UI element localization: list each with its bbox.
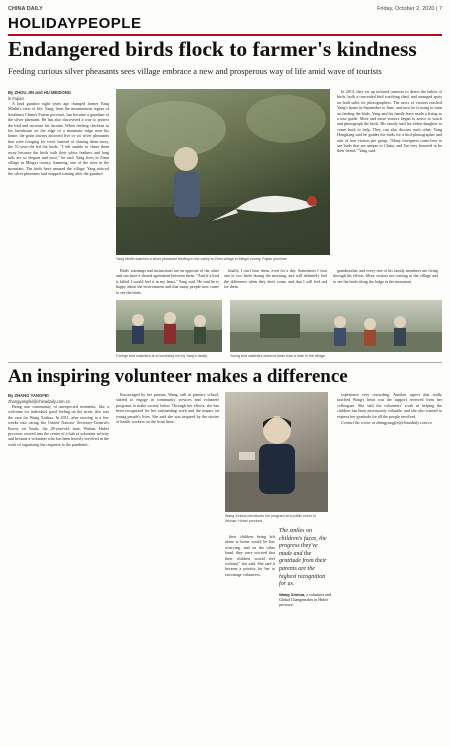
issue-date: Friday, October 2, 2020 | 7 [377, 6, 442, 12]
story1-column-right: In 2014, they set up infrared cameras to detect the habits of birds, built a concealed bird watching shed, and arranged spots on both sides for photographers. The news of visitors reached Yang's home in September to June, and now he is using to train on feeding the birds. Yang and his family have made a living as a tour guide. More and more visitors began to arrive to watch and photograph the birds. His family said his eldest daughter to come back to help. They can also discuss each other. Yang Hongliang said he guides the birds for a bird photographer and rule of four visitors per group. "Many foreigners come here to see birds that are unique to China, and I'm very honored to be their friend," Yang said. [337, 89, 442, 154]
story2-column-b: Encouraged by her parents, Wang, still in primary school, started to engage in community services and volunteer programs to make society better. Through her efforts, she has been recognized for her outstanding work and the impact on young people's lives. She said she was inspired by the stories of health workers on the front lines. [116, 392, 219, 425]
pull-quote [279, 528, 331, 607]
story-divider [8, 362, 442, 363]
story2-byline-email: zhangyangfei@chinadaily.com.cn [8, 399, 71, 404]
pheasant-photo-caption: Yang Minlin watches a silver pheasant feeding in the valley at Zimu village in Mingxi county, Fujian province. [116, 257, 288, 261]
volunteer-photo-caption: Wang Xinhua introduces her program at a public event in Wuhan, Hubei province. [225, 514, 316, 523]
story2-byline-names: By ZHANG YANGFEI [8, 393, 49, 398]
story1-column-d: grandmother and every one of his family members are living through his efforts. More visitors are coming to the village and to see the birds along the lodge in the mountain. [333, 268, 438, 284]
story2-column-c: their children being left alone at home would be less worrying, and on the other hand, they were worried that their children would feel isolated," she said. She said it became a priority for her to encourage volunteers. [225, 534, 275, 577]
volunteer-photo [225, 392, 328, 512]
page-number: 7 [438, 6, 442, 12]
story1-byline-place: in Fujian [8, 96, 24, 101]
pull-quote-attribution: Wang Xinhua, a volunteer and Global Changemaker in Hubei province [279, 591, 331, 607]
bird-watchers-caption: Foreign bird watchers at a homestay run by Yang's family. [116, 354, 208, 358]
pheasant-photo [116, 89, 330, 255]
bird-hide-caption: Young bird watchers observe birds from a hide in the village. [230, 354, 326, 358]
contact-line: Contact the writer at zhangyangfei@chinadaily.com.cn [341, 420, 432, 426]
story1-column-a: A loud gunshot eight years ago changed farmer Yang Minlin's view of life. Yang, from the mountainous region of Southeast China's Fujian province, has become a guardian of the silver pheasant. He has also discovered a way to protect the bird and increase his income. When feeding chickens in his farmhouse on the edge of a mountain ridge near his home, the grain always attracted five or six silver pheasants that were foraging for food. Instead of chasing them away, the 51-year-old fed the birds. "I felt unable to chase them away because the birds with their white feathers and long tails are so elegant and once," he said. Yang lives in Zimu village in Mingxi county, Sanming, one of the trees in the mountain. The birds have amazed the village. Yang noticed the silver pheasants had stopped coming after the gunshot. [8, 101, 109, 177]
bird-watchers-photo-illustration [116, 300, 222, 352]
pheasant-photo-illustration [116, 89, 330, 255]
pull-quote-text: The smiles on children's faces, the progress they've made and the gratitude from their parents are the highest recognition for us. [279, 528, 327, 588]
newspaper-name: CHINA DAILY [8, 6, 43, 12]
story1-column-b: Birds' warnings and instructions are an opposite of the other and can have a shared agreement between them. "And if a bird is killed I would feel it in my heart," Yang said. He said he is happy about the environment and that many people now come to see the birds. [116, 268, 219, 295]
section-header [8, 15, 442, 35]
story2-column-a: Being one community of unexpected moments, like a welcome for individual good feeling on the street, this was the case for Wang Xinhua. In 2011, after moving to a few weeks into caring the United Nations' Secretary-General's Envoy on Youth, the 28-year-old from Wuhan, Hubei province, moved into the center of a hub of volunteer activity and became a volunteer who has been heavily involved in the work of organizing the response to the pandemic. [8, 404, 109, 447]
story2-headline: An inspiring volunteer makes a difference [8, 366, 348, 387]
story2-column-d: experience very rewarding. Another aspect that really touched Wang's heart was the support received from her colleagues. She said the volunteers' work in helping the children has been enormously valuable, and she also wanted to express her gratitude for all the people involved. Contact the writer at zhangyangfei@chinadaily.com.cn [337, 392, 442, 426]
story1-headline: Endangered birds flock to farmer's kindness [8, 37, 417, 61]
section-label: HOLIDAYPEOPLE [8, 15, 142, 32]
masthead [8, 6, 442, 14]
volunteer-photo-illustration [225, 392, 328, 512]
story1-column-c: finally, I can't hear them, even for a day. Sometimes I visit one or two birds during the morning, and will definitely feel the difference when they don't come, and that I will feel sad for them. [224, 268, 327, 290]
section-rule [8, 34, 442, 36]
bird-hide-photo [230, 300, 442, 352]
bird-hide-photo-illustration [230, 300, 442, 352]
story1-deck: Feeding curious silver pheasants sees village embrace a new and prosperous way of life amid wave of tourists [8, 66, 382, 76]
story1-byline-names: By ZHOU JIN and HU MEIDONG [8, 90, 72, 95]
bird-watchers-photo [116, 300, 222, 352]
